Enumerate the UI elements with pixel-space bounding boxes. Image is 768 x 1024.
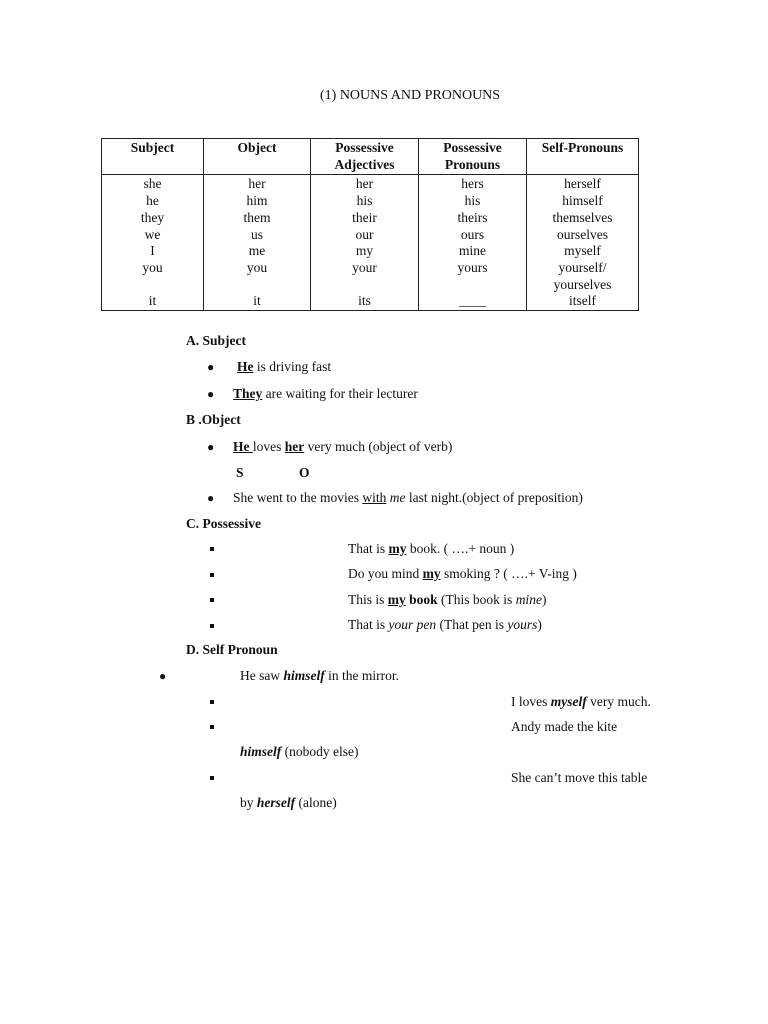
section-d-heading: D. Self Pronoun [186,642,278,657]
section-a-heading: A. Subject [186,333,246,348]
table-row [102,175,639,311]
object-example-1: He loves her very much (object of verb) [233,439,453,454]
possessive-example-3: This is my book (This book is mine) [348,592,547,607]
table-cell: her him them us me you it [204,175,311,311]
page-title: (1) NOUNS AND PRONOUNS [320,88,501,103]
subject-example-2: They are waiting for their lecturer [233,386,418,401]
self-pronoun-example-4-line1: She can’t move this table [511,770,648,785]
column-header: Object [204,139,311,175]
self-pronoun-example-3-line1: Andy made the kite [511,719,618,734]
section-c-heading: C. Possessive [186,516,261,531]
table-cell: she he they we I you it [102,175,204,311]
table-cell: her his their our my your its [311,175,419,311]
table-cell: herself himself themselves ourselves myself yourself/ yourselves itself [527,175,639,311]
section-b-heading: B .Object [186,412,241,427]
column-header: Self-Pronouns [527,139,639,175]
object-example-2: She went to the movies with me last night.(object of preposition) [233,490,583,505]
bullet-square [210,547,214,551]
bullet-dot: ● [159,669,167,683]
column-header: Possessive Adjectives [311,139,419,175]
self-pronoun-example-4-line2: by herself (alone) [240,795,337,810]
bullet-square [210,700,214,704]
object-marker: O [299,465,310,480]
subject-marker: S [236,465,244,480]
self-pronoun-example-3-line2: himself (nobody else) [240,744,359,759]
bullet-dot: ● [207,491,215,505]
possessive-example-4: That is your pen (That pen is yours) [348,617,542,632]
bullet-square [210,573,214,577]
possessive-example-2: Do you mind my smoking ? ( ….+ V-ing ) [348,566,577,581]
self-pronoun-example-2: I loves myself very much. [511,694,651,709]
bullet-square [210,725,214,729]
possessive-example-1: That is my book. ( ….+ noun ) [348,541,515,556]
bullet-square [210,624,214,628]
bullet-square [210,776,214,780]
subject-example-1: He is driving fast [237,359,332,374]
column-header: Subject [102,139,204,175]
table-header-row [102,139,639,175]
pronoun-table [101,138,639,311]
bullet-dot: ● [207,440,215,454]
self-pronoun-example-1: He saw himself in the mirror. [240,668,400,683]
bullet-square [210,598,214,602]
bullet-dot: ● [207,360,215,374]
table-cell: hers his theirs ours mine yours ____ [419,175,527,311]
bullet-dot: ● [207,387,215,401]
column-header: Possessive Pronouns [419,139,527,175]
